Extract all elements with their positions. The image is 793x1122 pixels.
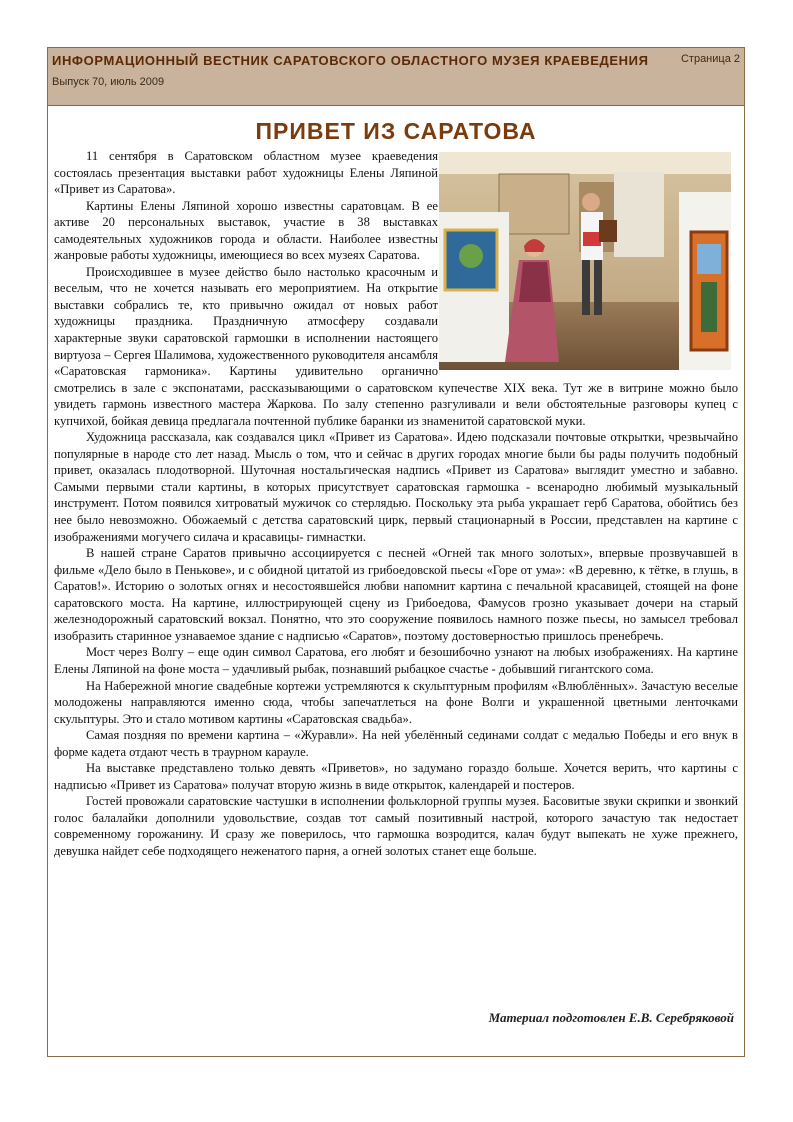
- article-paragraph: Гостей провожали саратовские частушки в исполнении фольклорной группы музея. Басовитые звуки скрипки и звонкий голос балалайки дополнили удовольствие, создав тот самый позитивный настрой, которого зачастую так недостает современному горожанину. И сразу же поверилось, что гармошка возродится, калач будут выпекать не хуже прежнего, девушка найдет себе подходящего неженатого парня, а огней золотых станет еще больше.: [54, 794, 738, 858]
- article-paragraph: Происходившее в музее действо было настолько красочным и веселым, что не хочется называть его мероприятием. На открытие выставки собрались те, кто привычно ожидал от новых работ художницы праздника. Праздничную атмосферу создавали характерные звуки саратовской гармошки в исполнении настоящего виртуоза – Сергея Шалимова, художественного руководителя ансамбля «Саратовская гармоника». Картины удивительно органично смотрелись в зале с экспонатами, рассказывающими о саратовском купечестве XIX века. Тут же в витрине можно было увидеть гармонь известного мастера Жаркова. По залу степенно разгуливали и вели обстоятельные разговоры купец с купчихой, бойкая девица предлагала почтенной публике баранки из знаменитой саратовской муки.: [54, 264, 738, 428]
- issue-info: Выпуск 70, июль 2009: [52, 76, 165, 88]
- article-paragraph: 11 сентября в Саратовском областном музее краеведения состоялась презентация выставки работ художницы Елены Ляпиной «Привет из Саратова».: [54, 149, 438, 197]
- article-body: [54, 148, 738, 860]
- article-paragraph: Мост через Волгу – еще один символ Саратова, его любят и безошибочно узнают на любых изображениях. На картине Елены Ляпиной на фоне моста – удачливый рыбак, познавший рыбацкое счастье - добывший гигантского сома.: [54, 645, 738, 676]
- article-paragraph: Самая поздняя по времени картина – «Журавли». На ней убелённый сединами солдат с медалью Победы и его внук в форме кадета отдают честь в траурном карауле.: [54, 728, 738, 759]
- page-frame: [47, 47, 745, 1057]
- article-paragraph: В нашей стране Саратов привычно ассоциируется с песней «Огней так много золотых», впервые прозвучавшей в фильме «Дело было в Пенькове», и с обидной цитатой из грибоедовской пьесы «Горе от ума»: «В деревню, к тётке, в глушь, в Саратов!». Историю о золотых огнях и несостоявшейся любви напомнит картина с печальной красавицей, стоящей на фоне саратовского моста. На картине, иллюстрирующей сцену из Грибоедова, Фамусов грозно указывает дочери на старый железнодорожный саратовский вокзал. Понятно, что это сооружение появилось намного позже пьесы, но замысел требовал изобразить старинное узнаваемое здание с надписью «Саратов», поэтому достоверностью пришлось пренебречь.: [54, 546, 738, 643]
- article-headline: ПРИВЕТ ИЗ САРАТОВА: [255, 118, 537, 144]
- article-paragraph: Картины Елены Ляпиной хорошо известны саратовцам. В ее активе 20 персональных выставок, участие в 38 выставках самодеятельных художников города и области. Наиболее известны жанровые работы художницы, имеющиеся во всех музеях Саратова.: [54, 198, 438, 263]
- article-paragraph: На выставке представлено только девять «Приветов», но задумано гораздо больше. Хочется верить, что картины с надписью «Привет из Саратова» получат вторую жизнь в виде открыток, календарей и постеров.: [54, 761, 738, 792]
- page-number: Страница 2: [680, 53, 740, 65]
- article-paragraph: На Набережной многие свадебные кортежи устремляются к скульптурным профилям «Влюблённых». Зачастую веселые молодожены направляются именно сюда, чтобы запечатлеться на фоне Волги и украшенной цветными ленточками скульптуры. Это и стало мотивом картины «Саратовская свадьба».: [54, 678, 738, 726]
- article-credit: Материал подготовлен Е.В. Серебряковой: [488, 1010, 734, 1025]
- photo-wrap-spacer: [438, 148, 738, 372]
- newsletter-title: ИНФОРМАЦИОННЫЙ ВЕСТНИК САРАТОВСКОГО ОБЛАСТНОГО МУЗЕЯ КРАЕВЕДЕНИЯ: [52, 53, 649, 68]
- newsletter-header: [48, 48, 744, 106]
- article-paragraph: Художница рассказала, как создавался цикл «Привет из Саратова». Идею подсказали почтовые открытки, чрезвычайно популярные в народе сто лет назад. Мысль о том, что и сейчас в других городах многие были бы рады получить подобный привет, оказалась плодотворной. Шуточная ностальгическая надпись «Привет из Саратова» выглядит уместно и забавно. Самыми первыми стали картины, в которых присутствует саратовская гармошка - всенародно любимый музыкальный инструмент. Потом появился хитроватый мужичок со стерлядью. Поскольку эта рыба украшает герб Саратова, обойтись без нее было невозможно. Обожаемый с детства саратовский цирк, первый стационарный в России, представлен на картине с изображениями могучего силача и красавицы- гимнастки.: [54, 430, 738, 544]
